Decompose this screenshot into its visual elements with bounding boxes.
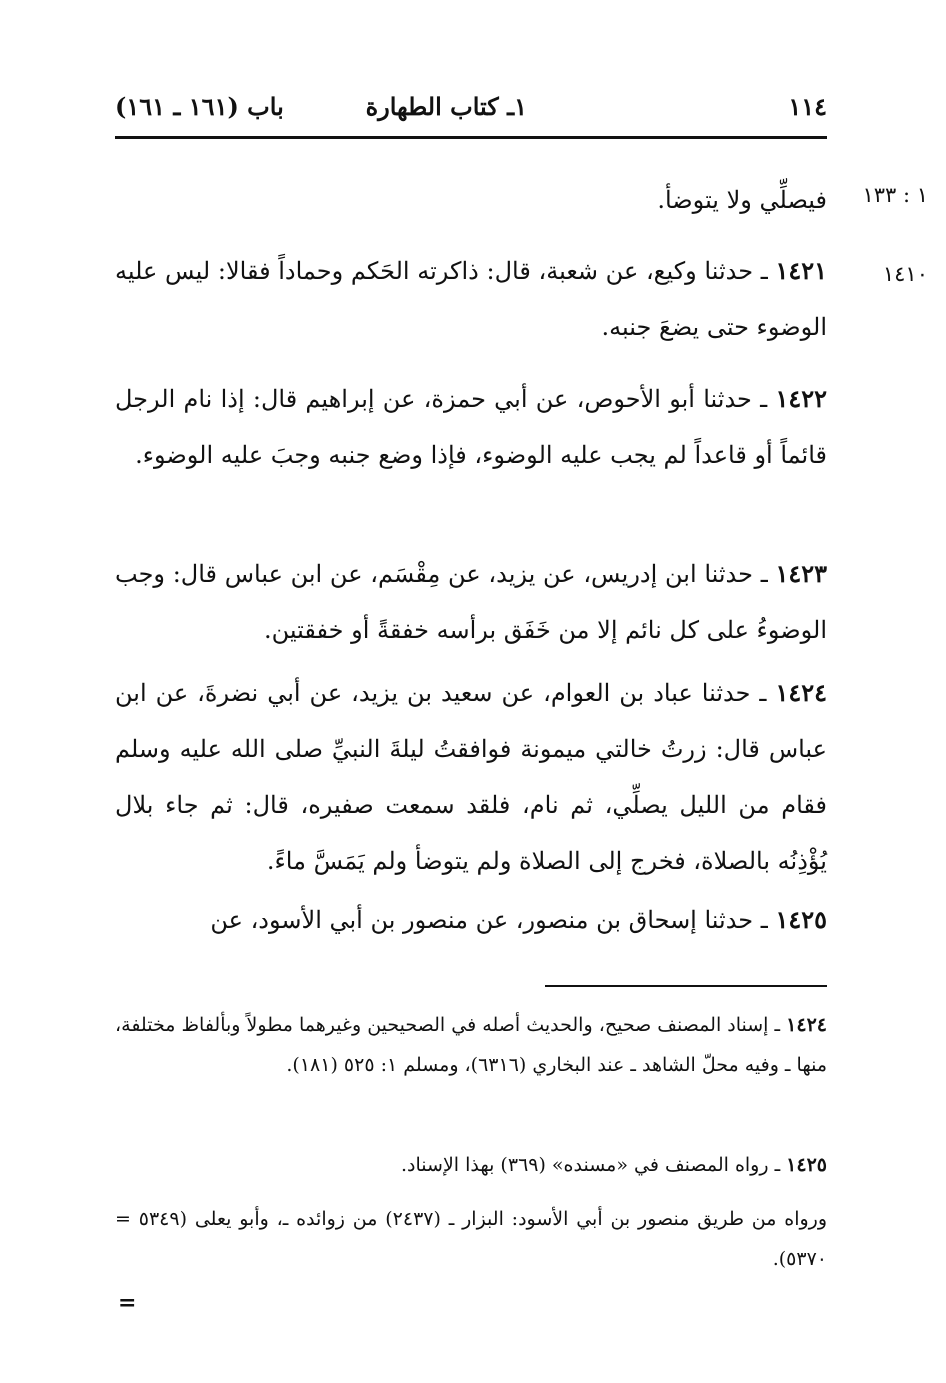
footnote-text: ـ إسناد المصنف صحيح، والحديث أصله في الصحيحين وغيرهما مطولاً وبألفاظ مختلفة، منها ـ وفيه محلّ الشاهد ـ عند البخاري (٦٣١٦)، ومسلم ١: ٥٢٥ (١٨١). <box>115 1014 827 1076</box>
footnote-text: ـ رواه المصنف في «مسنده» (٣٦٩) بهذا الإسناد. <box>401 1154 787 1176</box>
hadith-number: ١٤٢٤ <box>775 678 827 707</box>
footnote-1425 <box>115 1145 827 1185</box>
footnote-1425-continued <box>115 1199 827 1279</box>
hadith-number: ١٤٢٢ <box>775 384 827 413</box>
footnote-divider <box>545 985 827 987</box>
hadith-text: ـ حدثنا أبو الأحوص، عن أبي حمزة، عن إبراهيم قال: إذا نام الرجل قائماً أو قاعداً لم يجب عليه الوضوء، فإذا وضع جنبه وجبَ عليه الوضوء. <box>115 385 827 469</box>
paragraph-continuation <box>115 172 827 228</box>
footnote-1424 <box>115 1005 827 1085</box>
header-divider <box>115 136 827 139</box>
hadith-text: ـ حدثنا إسحاق بن منصور، عن منصور بن أبي الأسود، عن <box>210 906 776 934</box>
margin-reference-2: ١٤١٠ <box>882 262 928 286</box>
page-header <box>115 92 827 132</box>
paragraph-text: فيصلِّي ولا يتوضأ. <box>657 186 827 214</box>
chapter-title: باب (١٦١ ـ ١٦١) <box>115 92 284 121</box>
hadith-text: ـ حدثنا ابن إدريس، عن يزيد، عن مِقْسَم، عن ابن عباس قال: وجب الوضوءُ على كل نائم إلا من خَفَق برأسه خفقةً أو خفقتين. <box>115 560 827 644</box>
hadith-1422 <box>115 371 827 483</box>
footnote-number: ١٤٢٥ <box>786 1154 827 1176</box>
hadith-1425 <box>115 892 827 948</box>
hadith-text: ـ حدثنا عباد بن العوام، عن سعيد بن يزيد، عن أبي نضرةَ، عن ابن عباس قال: زرتُ خالتي ميمونة فوافقتُ ليلةَ النبيِّ صلى الله عليه وسلم فقام من الليل يصلِّي، ثم نام، فلقد سمعت صفيره، قال: ثم جاء بلال يُؤْذِنُه بالصلاة، فخرج إلى الصلاة ولم يتوضأ ولم يَمَسَّ ماءً. <box>115 679 827 875</box>
hadith-1421 <box>115 243 827 355</box>
page-number: ١١٤ <box>788 92 827 121</box>
hadith-number: ١٤٢٣ <box>775 559 827 588</box>
hadith-number: ١٤٢٥ <box>775 905 827 934</box>
book-title: ١ـ كتاب الطهارة <box>365 92 527 121</box>
footnote-number: ١٤٢٤ <box>786 1014 827 1036</box>
footnote-text: ورواه من طريق منصور بن أبي الأسود: البزار ـ (٢٤٣٧) من زوائده ـ، وأبو يعلى (٥٣٤٩ = ٥٣٧٠). <box>115 1208 827 1270</box>
margin-reference-1: ١ : ١٣٣ <box>862 183 928 207</box>
hadith-1423 <box>115 546 827 658</box>
hadith-number: ١٤٢١ <box>775 256 827 285</box>
continuation-mark: = <box>118 1290 137 1316</box>
hadith-text: ـ حدثنا وكيع، عن شعبة، قال: ذاكرته الحَكم وحماداً فقالا: ليس عليه الوضوء حتى يضعَ جنبه. <box>115 257 827 341</box>
hadith-1424 <box>115 665 827 889</box>
